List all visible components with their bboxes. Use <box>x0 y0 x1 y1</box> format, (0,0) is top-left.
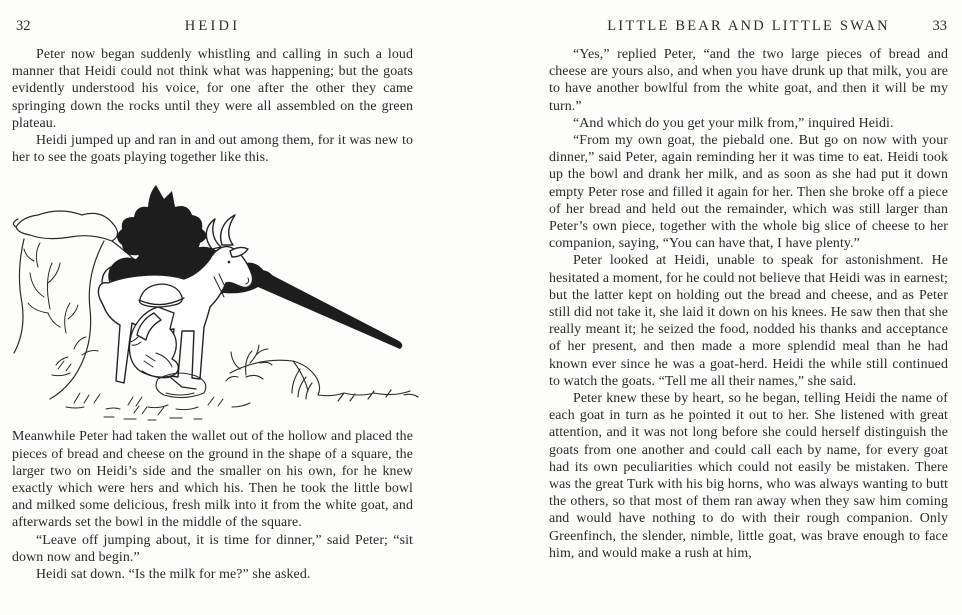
page-left-body <box>12 46 413 583</box>
small-bush <box>226 345 272 381</box>
page-right-body <box>549 46 948 562</box>
running-head-right <box>549 17 948 35</box>
running-head-title-right: LITTLE BEAR AND LITTLE SWAN <box>607 18 890 34</box>
page-right <box>549 0 948 615</box>
page-number-left: 32 <box>16 18 31 34</box>
running-head-title-left: HEIDI <box>184 18 241 34</box>
paragraph: “And which do you get your milk from,” inquired Heidi. <box>573 115 894 131</box>
paragraph: Peter knew these by heart, so he began, telling Heidi the name of each goat in turn as he pointed it out to her. She listened with great attention, and it was not long before she could herself distinguish the goats from one another and could call each by name, for every goat had its own peculiarities which could not easily be mistaken. There was the great Turk with his big horns, who was always wanting to butt the others, so that most of them ran away when they saw him coming and would have nothing to do with their rough companion. Only Greenfinch, the slender, nimble, little goat, was brave enough to face him, and would make a rush at him, <box>549 391 948 561</box>
page-number-right: 33 <box>932 18 947 34</box>
running-head-left <box>12 17 413 35</box>
paragraph: “From my own goat, the piebald one. But go on now with your dinner,” said Peter, again reminding her it was time to eat. Heidi took up the bowl and drank her milk, and as soon as she had put it down empty Peter rose and filled it again for her. Then she broke off a piece of her bread and held out the remainder, which was still larger than Peter’s own piece, together with the whole big slice of cheese to her companion, saying, “You can have that, I have plenty.” <box>549 133 948 252</box>
illustration-svg <box>8 179 428 422</box>
paragraph: Heidi sat down. “Is the milk for me?” she asked. <box>36 567 311 583</box>
paragraph: “Yes,” replied Peter, “and the two large pieces of bread and cheese are yours also, and when you have drunk up that milk, you are to have another bowlful from the white goat, and then it will be my turn.” <box>549 47 948 114</box>
page-left <box>12 0 413 615</box>
paragraph: Peter now began suddenly whistling and calling in such a loud manner that Heidi could not think what was happening; but the goats evidently understood his voice, for one after the other they came springing down the rocks until they were all assembled on the green plateau. <box>12 47 413 131</box>
illustration-peter-milking-goat <box>8 179 428 422</box>
paragraph: Peter looked at Heidi, unable to speak for astonishment. He hesitated a moment, for he could not believe that Heidi was in earnest; but the latter kept on holding out the bread and cheese, and as Peter still did not take it, she laid it down on his knees. He saw then that she really meant it; he seized the food, nodded his thanks and acceptance of her present, and then made a more splendid meal than he had known ever since he was a goat-herd. Heidi the while still continued to watch the goats. “Tell me all their names,” she said. <box>549 253 948 389</box>
paragraph: Meanwhile Peter had taken the wallet out of the hollow and placed the pieces of bread and cheese on the ground in the shape of a square, the larger two on Heidi’s side and the smaller on his own, for he knew exactly which were hers and which his. Then he took the little bowl and milked some delicious, fresh milk into it from the white goat, and afterwards set the bowl in the middle of the square. <box>12 429 413 531</box>
paragraph: “Leave off jumping about, it is time for dinner,” said Peter; “sit down now and begin.” <box>12 532 413 565</box>
grass-tufts <box>66 393 250 420</box>
alpine-plants <box>24 243 98 376</box>
paragraph: Heidi jumped up and ran in and out among them, for it was new to her to see the goats playing together like this. <box>12 133 413 166</box>
